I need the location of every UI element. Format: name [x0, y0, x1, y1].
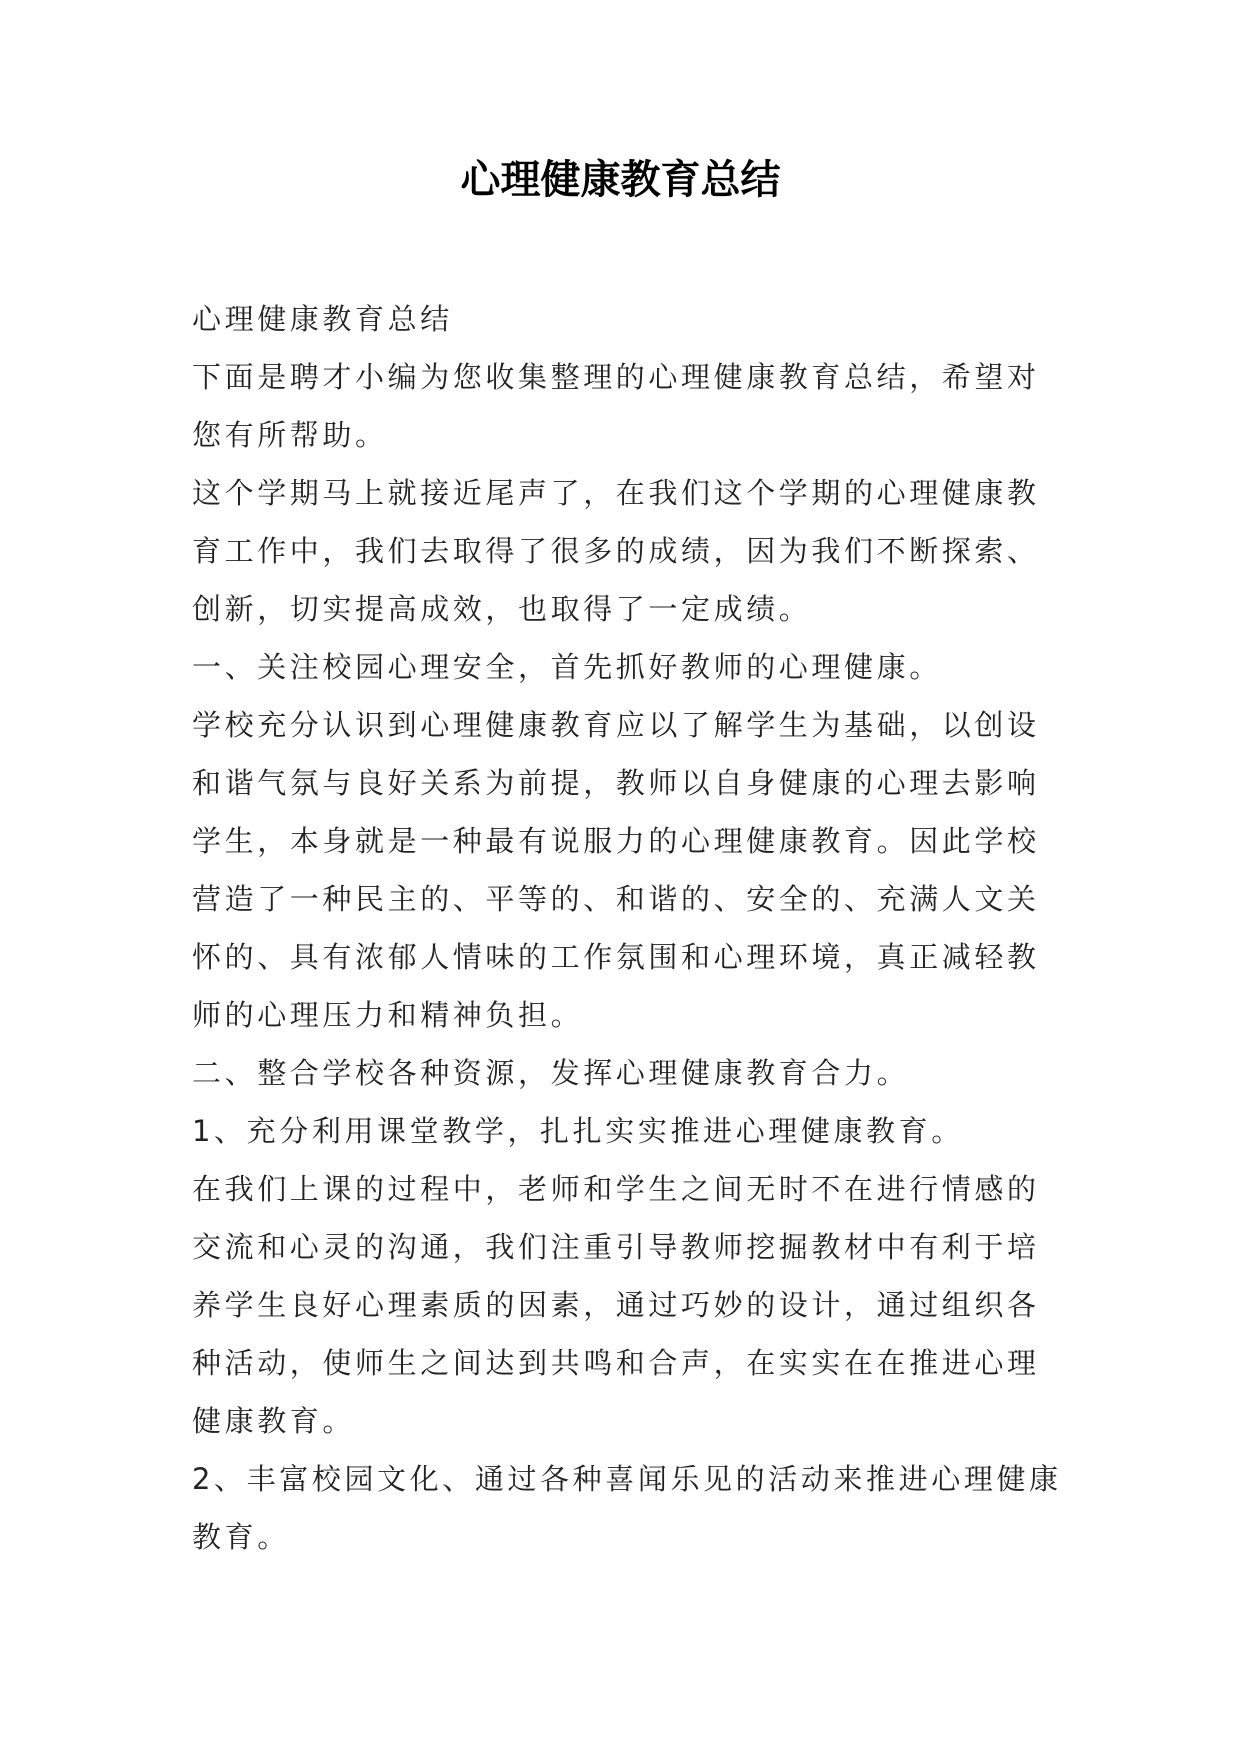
document-title: 心理健康教育总结	[460, 156, 781, 203]
paragraph-classroom: 在我们上课的过程中，老师和学生之间无时不在进行情感的交流和心灵的沟通，我们注重引导教师挖掘教材中有利于培养学生良好心理素质的因素，通过巧妙的设计，通过组织各种活动，使师生之间达到共鸣和合声，在实实在在推进心理健康教育。	[192, 1172, 1040, 1438]
document-body	[192, 290, 1072, 1566]
section-heading-1: 一、关注校园心理安全，首先抓好教师的心理健康。	[192, 650, 942, 684]
subsection-heading-2: 2、丰富校园文化、通过各种喜闻乐见的活动来推进心理健康教育。	[192, 1462, 1062, 1554]
paragraph-intro: 下面是聘才小编为您收集整理的心理健康教育总结，希望对您有所帮助。	[192, 360, 1040, 452]
paragraph-teacher-health: 学校充分认识到心理健康教育应以了解学生为基础，以创设和谐气氛与良好关系为前提，教师以自身健康的心理去影响学生，本身就是一种最有说服力的心理健康教育。因此学校营造了一种民主的、平等的、和谐的、安全的、充满人文关怀的、具有浓郁人情味的工作氛围和心理环境，真正减轻教师的心理压力和精神负担。	[192, 708, 1040, 1032]
paragraph-subtitle: 心理健康教育总结	[192, 302, 453, 336]
section-heading-2: 二、整合学校各种资源，发挥心理健康教育合力。	[192, 1056, 910, 1090]
paragraph-overview: 这个学期马上就接近尾声了，在我们这个学期的心理健康教育工作中，我们去取得了很多的成绩，因为我们不断探索、创新，切实提高成效，也取得了一定成绩。	[192, 476, 1040, 626]
subsection-heading-1: 1、充分利用课堂教学，扎扎实实推进心理健康教育。	[192, 1114, 964, 1148]
